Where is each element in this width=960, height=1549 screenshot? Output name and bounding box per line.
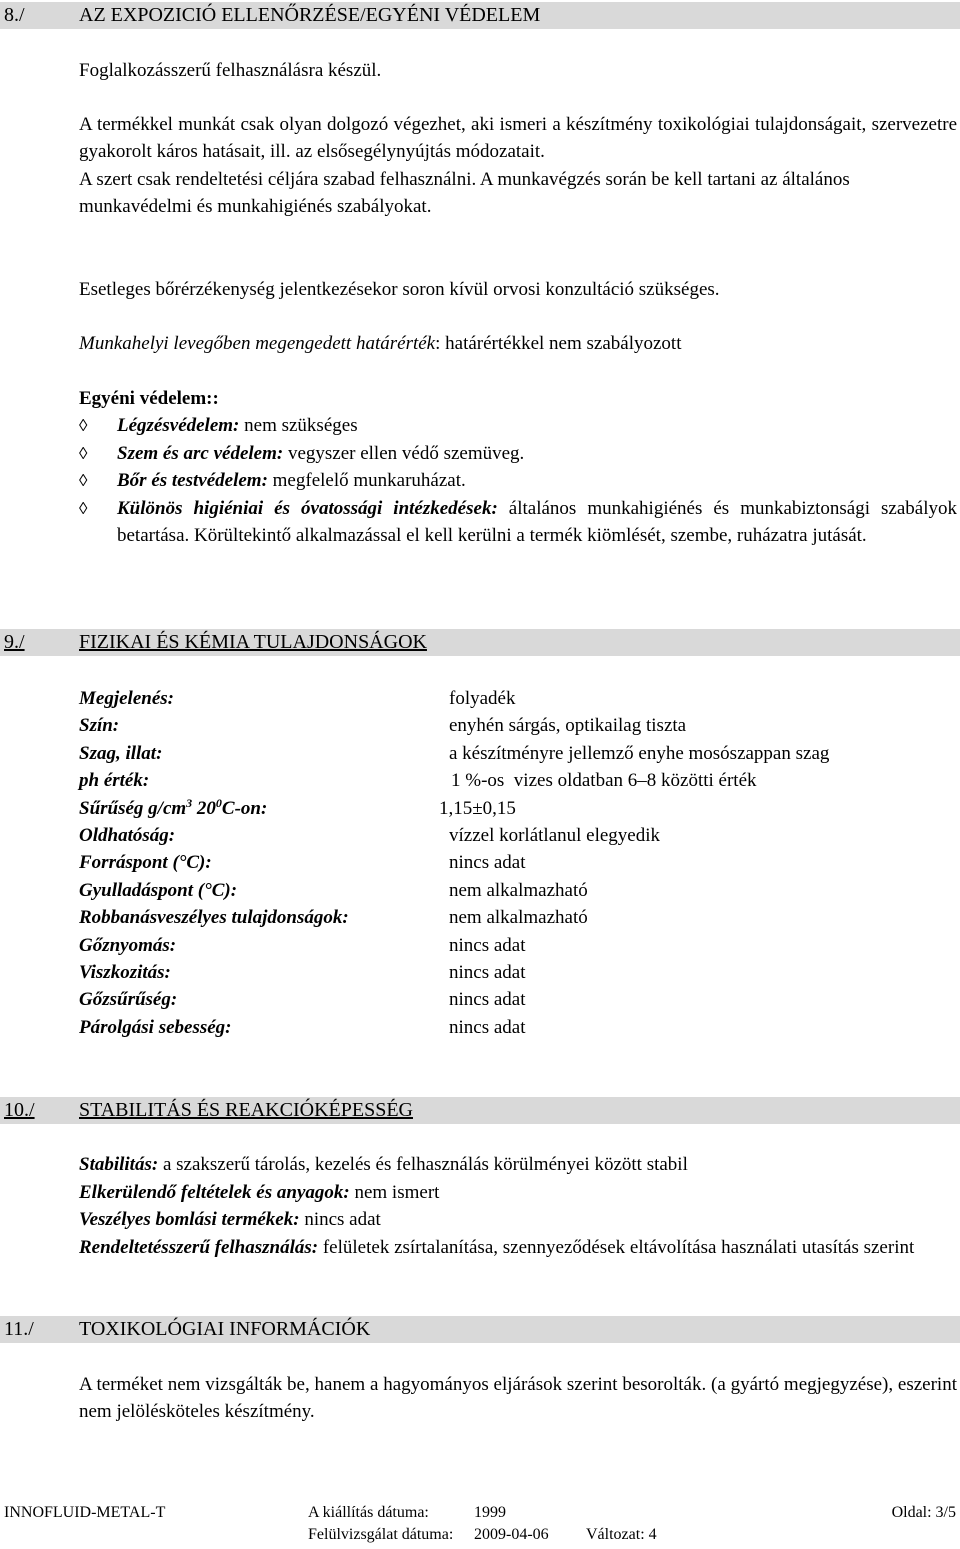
stability-value: felületek zsírtalanítása, szennyeződések eltávolítása használati utasítás szerint (318, 1237, 915, 1258)
properties-list (79, 685, 939, 1041)
property-label: Robbanásveszélyes tulajdonságok: (79, 907, 349, 929)
property-row (79, 822, 939, 849)
section-title: STABILITÁS ÉS REAKCIÓKÉPESSÉG (79, 1099, 413, 1121)
ppe-value: vegyszer ellen védő szemüveg. (283, 443, 525, 464)
page-number: Oldal: 3/5 (891, 1504, 956, 1521)
property-label: Gyulladáspont (°C): (79, 879, 238, 901)
stability-row (79, 1151, 957, 1178)
property-label: Sűrűség $g/cm^3$ $20^0C-on$: (79, 795, 268, 819)
exposure-limit-label: Munkahelyi levegőben megengedett határérték (79, 333, 436, 354)
property-label: Oldhatóság: (79, 824, 176, 846)
property-value: folyadék (449, 688, 516, 709)
paragraph: A termékkel munkát csak olyan dolgozó végezhet, aki ismeri a készítmény toxikológiai tulajdonságait, szervezetre gyakorolt káros hatásait, ill. az elsősegélynyújtás módozatait. (79, 114, 957, 162)
property-value: nincs adat (449, 961, 526, 983)
exposure-limit-value: : határértékkel nem szabályozott (435, 333, 682, 354)
stability-row (79, 1234, 957, 1261)
property-value: nincs adat (449, 852, 526, 874)
ppe-label: Szem és arc védelem: (117, 443, 284, 464)
property-value: nincs adat (449, 1016, 526, 1038)
paragraph: A szert csak rendeltetési céljára szabad felhasználni. A munkavégzés során be kell tartani az általános munkavédelmi és munkahigiénés szabályokat. (79, 169, 850, 217)
paragraph: Foglalkozásszerű felhasználásra készül. (79, 60, 382, 81)
property-label: Gőznyomás: (79, 934, 177, 956)
diamond-bullet-icon: ◊ (79, 471, 88, 490)
property-row (79, 904, 939, 931)
property-row (79, 932, 939, 959)
property-row (79, 767, 939, 794)
property-value: vízzel korlátlanul elegyedik (449, 824, 661, 846)
property-value: a készítményre jellemző enyhe mosószappan szag (449, 742, 830, 764)
exposure-limit (79, 330, 957, 357)
property-value: nincs adat (449, 934, 526, 956)
issue-date-label: A kiállítás dátuma: (308, 1504, 429, 1521)
diamond-bullet-icon: ◊ (79, 444, 88, 463)
stability-label: Veszélyes bomlási termékek: (79, 1209, 300, 1230)
product-name: INNOFLUID-METAL-T (4, 1504, 166, 1521)
stability-label: Stabilitás: (79, 1154, 159, 1175)
property-row (79, 959, 939, 986)
property-label: Szag, illat: (79, 742, 163, 764)
review-date-value: 2009-04-06 (474, 1526, 549, 1543)
section-number: 11./ (4, 1318, 34, 1340)
property-label: Gőzsűrűség: (79, 989, 178, 1011)
paragraph: A terméket nem vizsgálták be, hanem a hagyományos eljárások szerint besorolták. (a gyártó megjegyzése), eszerint nem jelölésköteles készítmény. (79, 1374, 957, 1422)
section-title: FIZIKAI ÉS KÉMIA TULAJDONSÁGOK (79, 631, 427, 653)
property-value: 1,15±0,15 (439, 797, 516, 819)
section-number: 10./ (4, 1099, 35, 1121)
property-label: Szín: (79, 715, 120, 737)
diamond-bullet-icon: ◊ (79, 499, 88, 518)
stability-label: Elkerülendő feltételek és anyagok: (79, 1182, 350, 1203)
property-label: Viszkozitás: (79, 961, 171, 983)
stability-value: nincs adat (299, 1209, 381, 1230)
section-11-header (0, 1316, 960, 1343)
property-value: nem alkalmazható (449, 879, 588, 901)
review-date-label: Felülvizsgálat dátuma: (308, 1526, 454, 1543)
stability-row (79, 1179, 957, 1206)
section-9-header (0, 629, 960, 656)
version: Változat: 4 (586, 1526, 657, 1543)
property-row (79, 740, 939, 767)
stability-label: Rendeltetésszerű felhasználás: (79, 1237, 319, 1258)
property-row (79, 986, 939, 1013)
paragraph: Esetleges bőrérzékenység jelentkezésekor soron kívül orvosi konzultáció szükséges. (79, 279, 720, 300)
stability-row (79, 1206, 957, 1233)
property-value: 1 %-os vizes oldatban 6–8 közötti érték (451, 770, 757, 792)
stability-value: a szakszerű tárolás, kezelés és felhasználás körülményei között stabil (158, 1154, 688, 1175)
section-title: TOXIKOLÓGIAI INFORMÁCIÓK (79, 1318, 371, 1340)
property-label: Megjelenés: (79, 688, 174, 709)
ppe-label: Légzésvédelem: (117, 415, 240, 436)
stability-value: nem ismert (349, 1182, 440, 1203)
ppe-heading: Egyéni védelem:: (79, 388, 219, 409)
property-row (79, 1014, 939, 1041)
ppe-value: megfelelő munkaruházat. (267, 470, 466, 491)
property-row (79, 849, 939, 876)
property-value: nem alkalmazható (449, 907, 588, 929)
ppe-label: Bőr és testvédelem: (117, 470, 268, 491)
diamond-bullet-icon: ◊ (79, 416, 88, 435)
property-label: Párolgási sebesség: (79, 1016, 232, 1038)
ppe-value: nem szükséges (239, 415, 358, 436)
property-row (79, 685, 939, 712)
section-8-header (0, 2, 960, 29)
section-number: 9./ (4, 631, 25, 653)
property-row (79, 712, 939, 739)
property-label: ph érték: (79, 770, 150, 792)
ppe-value: általános munkahigiénés és munkabiztonsági szabályok betartása. Körültekintő alkalmazással el kell kerülni a termék kiömlését, szembe, ruházatra jutását. (117, 498, 957, 546)
property-label: Forráspont (°C): (79, 852, 212, 874)
property-value: nincs adat (449, 989, 526, 1011)
issue-date-value: 1999 (474, 1504, 506, 1521)
section-10-header (0, 1097, 960, 1124)
property-row (79, 877, 939, 904)
section-title: AZ EXPOZICIÓ ELLENŐRZÉSE/EGYÉNI VÉDELEM (79, 4, 541, 26)
property-row (79, 795, 939, 822)
property-value: enyhén sárgás, optikailag tiszta (449, 715, 687, 737)
section-number: 8./ (4, 4, 25, 26)
ppe-label: Különös higiéniai és óvatossági intézkedések: (117, 498, 498, 519)
